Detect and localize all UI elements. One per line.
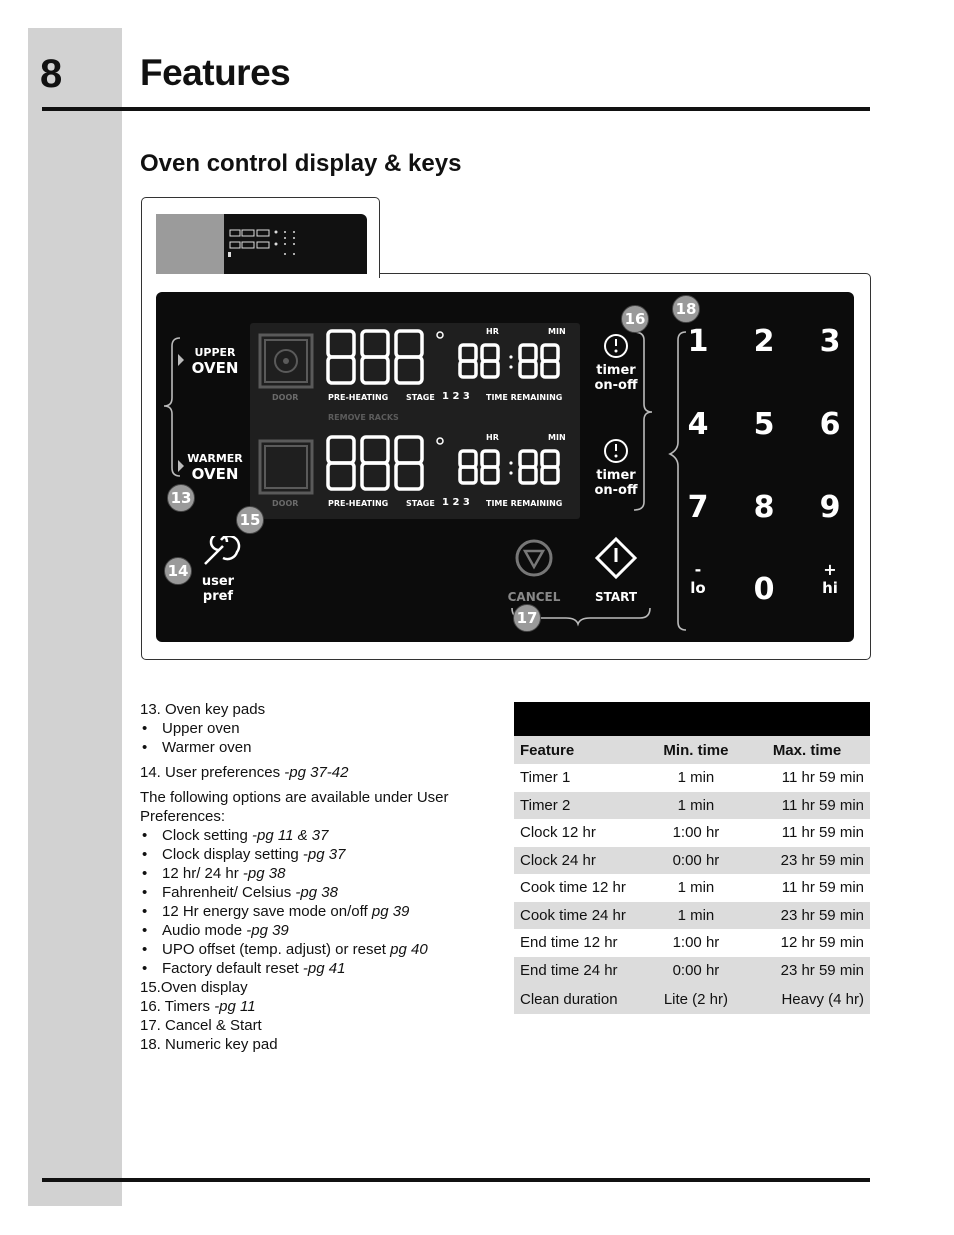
feature-notes (140, 700, 500, 1054)
warmer-temp-digits (328, 437, 422, 489)
cancel-label: CANCEL (507, 590, 561, 604)
table-row: End time 12 hr 1:00 hr 12 hr 59 min (520, 934, 864, 952)
sidebar-band (28, 28, 122, 1206)
callout-18: 18 (672, 295, 700, 323)
key-1[interactable]: 1 (687, 324, 709, 359)
warmer-stage-label: STAGE (406, 499, 435, 508)
key-5[interactable]: 5 (753, 407, 775, 442)
note-14: 14. User preferences -pg 37-42 (140, 764, 349, 781)
key-3[interactable]: 3 (819, 324, 841, 359)
header-rule (42, 107, 870, 111)
warmer-timer-label-line2: on-off (594, 483, 638, 498)
key-9[interactable]: 9 (819, 490, 841, 525)
option-item: • Clock setting -pg 11 & 37 (140, 826, 500, 845)
user-pref-label-line1: user (201, 574, 235, 589)
warmer-timer-label-line1: timer (596, 468, 636, 483)
table-header-row (514, 736, 870, 764)
page-title: Features (140, 52, 291, 93)
page-number: 8 (40, 52, 63, 96)
timing-table (514, 702, 870, 1014)
callout-16: 16 (621, 305, 649, 333)
section-title: Oven control display & keys (140, 150, 462, 177)
mini-control-display (224, 214, 367, 274)
note-13: 13. Oven key pads (140, 701, 266, 718)
hi-label: hi (822, 579, 838, 597)
option-item: • Audio mode -pg 39 (140, 921, 500, 940)
callout-15: 15 (236, 506, 264, 534)
user-pref-label-line2: pref (202, 589, 234, 604)
key-0[interactable]: 0 (753, 572, 775, 607)
table-row: Clock 12 hr 1:00 hr 11 hr 59 min (520, 824, 864, 842)
upper-min-label: MIN (548, 327, 566, 336)
table-row: Cook time 24 hr 1 min 23 hr 59 min (514, 902, 870, 930)
warmer-stage-nums: 1 2 3 (442, 497, 470, 508)
warmer-time-remaining-label: TIME REMAINING (486, 499, 563, 508)
start-label: START (594, 590, 638, 604)
key-4[interactable]: 4 (687, 407, 709, 442)
upper-stage-nums: 1 2 3 (442, 391, 470, 402)
oven-display (250, 323, 580, 519)
upper-timer-label-line1: timer (596, 363, 636, 378)
table-header-cell: Max. time (772, 741, 842, 759)
warmer-preheating-label: PRE-HEATING (328, 499, 389, 508)
option-item: • 12 Hr energy save mode on/off pg 39 (140, 902, 500, 921)
note-18: 18. Numeric key pad (140, 1036, 278, 1053)
key-6[interactable]: 6 (819, 407, 841, 442)
upper-oven-key[interactable] (190, 346, 240, 377)
upper-time-digits (460, 345, 558, 377)
warmer-hr-label: HR (486, 433, 499, 442)
table-row: Timer 2 1 min 11 hr 59 min (514, 792, 870, 820)
callout-17: 17 (513, 604, 541, 632)
table-row: Cook time 12 hr 1 min 11 hr 59 min (520, 879, 864, 897)
mini-control-thumbnail (156, 214, 226, 274)
remove-racks-label: REMOVE RACKS (328, 413, 399, 422)
key-lo[interactable] (678, 560, 718, 597)
warmer-oven-label-line1: WARMER (187, 452, 243, 465)
options-intro: The following options are available under User Preferences: (140, 789, 449, 825)
upper-timer-key[interactable] (592, 332, 640, 396)
note-15: 15.Oven display (140, 979, 248, 996)
upper-temp-digits (328, 331, 422, 383)
note-17: 17. Cancel & Start (140, 1017, 262, 1034)
warmer-time-digits (460, 451, 558, 483)
upper-oven-icon (260, 335, 312, 387)
table-header-cell: Feature (520, 741, 575, 759)
table-row: Clean duration Lite (2 hr) Heavy (4 hr) (514, 984, 870, 1014)
upper-time-remaining-label: TIME REMAINING (486, 393, 563, 402)
upper-hr-label: HR (486, 327, 499, 336)
warmer-oven-key[interactable] (186, 452, 244, 483)
start-icon (594, 536, 638, 580)
oven-control-panel (156, 292, 854, 642)
option-item: • UPO offset (temp. adjust) or reset pg 40 (140, 940, 500, 959)
upper-stage-label: STAGE (406, 393, 435, 402)
option-item: • Clock display setting -pg 37 (140, 845, 500, 864)
warmer-oven-label-line2: OVEN (191, 465, 239, 483)
callout-13: 13 (167, 484, 195, 512)
footer-rule (42, 1178, 870, 1182)
timer-icon (602, 332, 630, 360)
table-row: End time 24 hr 0:00 hr 23 hr 59 min (514, 957, 870, 985)
table-row: Clock 24 hr 0:00 hr 23 hr 59 min (514, 847, 870, 875)
option-item: • Factory default reset -pg 41 (140, 959, 500, 978)
key-2[interactable]: 2 (753, 324, 775, 359)
option-item: • 12 hr/ 24 hr -pg 38 (140, 864, 500, 883)
upper-oven-label-line2: OVEN (191, 359, 239, 377)
callout-14: 14 (164, 557, 192, 585)
upper-preheating-label: PRE-HEATING (328, 393, 389, 402)
table-row: Timer 1 1 min 11 hr 59 min (520, 769, 864, 787)
user-pref-key[interactable] (194, 536, 242, 606)
warmer-door-label: DOOR (272, 499, 299, 508)
key-8[interactable]: 8 (753, 490, 775, 525)
cancel-icon (514, 538, 554, 578)
upper-timer-label-line2: on-off (594, 378, 638, 393)
warmer-oven-icon (260, 441, 312, 493)
upper-oven-label-line1: UPPER (194, 346, 236, 359)
lo-label: lo (690, 579, 706, 597)
table-header-band (514, 702, 870, 736)
note-13-bullet: • Upper oven (140, 719, 500, 738)
note-13-bullet: • Warmer oven (140, 738, 500, 757)
timer-icon (602, 437, 630, 465)
upper-door-label: DOOR (272, 393, 299, 402)
key-7[interactable]: 7 (687, 490, 709, 525)
note-16: 16. Timers -pg 11 (140, 998, 256, 1015)
lo-sign: - (694, 560, 702, 579)
warmer-min-label: MIN (548, 433, 566, 442)
start-key[interactable] (584, 536, 648, 604)
table-header-cell: Min. time (663, 741, 729, 759)
option-item: • Fahrenheit/ Celsius -pg 38 (140, 883, 500, 902)
warmer-timer-key[interactable] (592, 437, 640, 501)
key-hi[interactable] (810, 560, 850, 597)
wrench-icon (197, 536, 241, 570)
hi-sign: + (823, 560, 837, 579)
cancel-key[interactable] (502, 538, 566, 604)
